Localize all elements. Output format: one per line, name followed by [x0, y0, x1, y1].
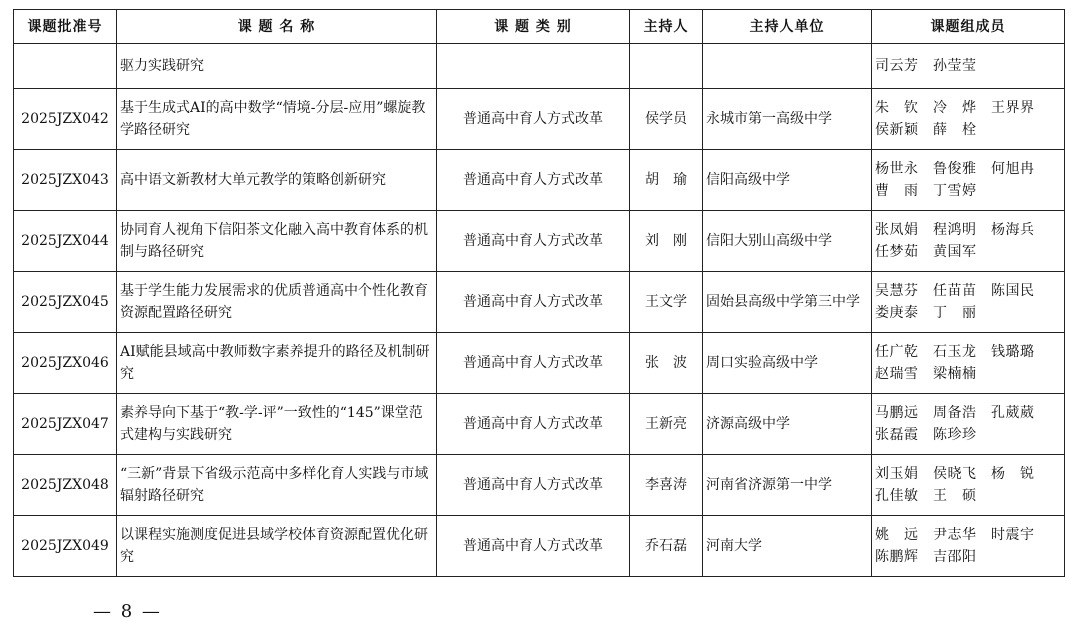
host-name: 王新亮	[630, 394, 703, 455]
host-unit	[703, 44, 872, 89]
host-name: 侯学员	[630, 89, 703, 150]
members-line: 杨世永 鲁俊雅 何旭冉	[875, 161, 1035, 177]
team-members	[872, 89, 1065, 150]
project-category: 普通高中育人方式改革	[437, 150, 630, 211]
host-unit: 永城市第一高级中学	[703, 89, 872, 150]
host-unit: 信阳高级中学	[703, 150, 872, 211]
members-line: 吴慧芬 任苗苗 陈国民	[875, 283, 1035, 299]
project-title: 高中语文新教材大单元教学的策略创新研究	[117, 150, 437, 211]
host-name: 王文学	[630, 272, 703, 333]
approval-number: 2025JZX042	[14, 89, 117, 150]
header-approval-number: 课题批准号	[14, 10, 117, 44]
table-row	[14, 211, 1065, 272]
team-members	[872, 150, 1065, 211]
header-host: 主持人	[630, 10, 703, 44]
members-line: 马鹏远 周备浩 孔葳葳	[875, 405, 1035, 421]
members-line: 赵瑞雪 梁楠楠	[875, 366, 977, 382]
header-team-members: 课题组成员	[872, 10, 1065, 44]
table-row	[14, 89, 1065, 150]
approval-number: 2025JZX044	[14, 211, 117, 272]
host-name: 乔石磊	[630, 516, 703, 577]
table-row	[14, 44, 1065, 89]
host-name	[630, 44, 703, 89]
members-line: 娄庚泰 丁 丽	[875, 305, 977, 321]
project-title: 以课程实施测度促进县域学校体育资源配置优化研究	[117, 516, 437, 577]
project-category: 普通高中育人方式改革	[437, 394, 630, 455]
project-title: 协同育人视角下信阳茶文化融入高中教育体系的机制与路径研究	[117, 211, 437, 272]
header-host-unit: 主持人单位	[703, 10, 872, 44]
members-line: 张凤娟 程鸿明 杨海兵	[875, 222, 1035, 238]
table-row	[14, 333, 1065, 394]
members-line: 侯新颖 薛 栓	[875, 122, 977, 138]
project-category: 普通高中育人方式改革	[437, 516, 630, 577]
members-line: 刘玉娟 侯晓飞 杨 锐	[875, 466, 1035, 482]
approval-number: 2025JZX043	[14, 150, 117, 211]
project-title: 驱力实践研究	[117, 44, 437, 89]
approval-number: 2025JZX046	[14, 333, 117, 394]
table-row	[14, 455, 1065, 516]
header-project-category: 课 题 类 别	[437, 10, 630, 44]
host-unit: 济源高级中学	[703, 394, 872, 455]
members-line: 孔佳敏 王 硕	[875, 488, 977, 504]
members-line: 司云芳 孙莹莹	[875, 58, 977, 74]
project-title: 基于学生能力发展需求的优质普通高中个性化教育资源配置路径研究	[117, 272, 437, 333]
team-members	[872, 333, 1065, 394]
project-category: 普通高中育人方式改革	[437, 211, 630, 272]
approval-number: 2025JZX049	[14, 516, 117, 577]
members-line: 任梦茹 黄国军	[875, 244, 977, 260]
members-line: 朱 钦 冷 烨 王界界	[875, 100, 1035, 116]
members-line: 陈鹏辉 吉邵阳	[875, 549, 977, 565]
team-members	[872, 44, 1065, 89]
team-members	[872, 516, 1065, 577]
approval-number	[14, 44, 117, 89]
approval-number: 2025JZX045	[14, 272, 117, 333]
team-members	[872, 272, 1065, 333]
project-title: AI赋能县域高中教师数字素养提升的路径及机制研究	[117, 333, 437, 394]
team-members	[872, 211, 1065, 272]
host-unit: 河南大学	[703, 516, 872, 577]
project-title: 素养导向下基于“教-学-评”一致性的“145”课堂范式建构与实践研究	[117, 394, 437, 455]
approval-number: 2025JZX047	[14, 394, 117, 455]
table-row	[14, 394, 1065, 455]
project-title: “三新”背景下省级示范高中多样化育人实践与市域辐射路径研究	[117, 455, 437, 516]
members-line: 姚 远 尹志华 时震宇	[875, 527, 1035, 543]
project-category: 普通高中育人方式改革	[437, 455, 630, 516]
host-unit: 信阳大别山高级中学	[703, 211, 872, 272]
project-category: 普通高中育人方式改革	[437, 272, 630, 333]
team-members	[872, 394, 1065, 455]
page-number: — 8 —	[93, 601, 162, 622]
members-line: 任广乾 石玉龙 钱璐璐	[875, 344, 1035, 360]
table-row	[14, 516, 1065, 577]
project-table	[13, 9, 1065, 577]
table-row	[14, 150, 1065, 211]
host-unit: 河南省济源第一中学	[703, 455, 872, 516]
host-name: 胡 瑜	[630, 150, 703, 211]
project-category: 普通高中育人方式改革	[437, 333, 630, 394]
approval-number: 2025JZX048	[14, 455, 117, 516]
host-name: 张 波	[630, 333, 703, 394]
host-unit: 周口实验高级中学	[703, 333, 872, 394]
host-unit: 固始县高级中学第三中学	[703, 272, 872, 333]
table-header-row	[14, 10, 1065, 44]
project-category: 普通高中育人方式改革	[437, 89, 630, 150]
members-line: 张磊霞 陈珍珍	[875, 427, 977, 443]
team-members	[872, 455, 1065, 516]
project-title: 基于生成式AI的高中数学“情境-分层-应用”螺旋教学路径研究	[117, 89, 437, 150]
header-project-title: 课 题 名 称	[117, 10, 437, 44]
host-name: 李喜涛	[630, 455, 703, 516]
host-name: 刘 刚	[630, 211, 703, 272]
project-category	[437, 44, 630, 89]
table-row	[14, 272, 1065, 333]
members-line: 曹 雨 丁雪婷	[875, 183, 977, 199]
